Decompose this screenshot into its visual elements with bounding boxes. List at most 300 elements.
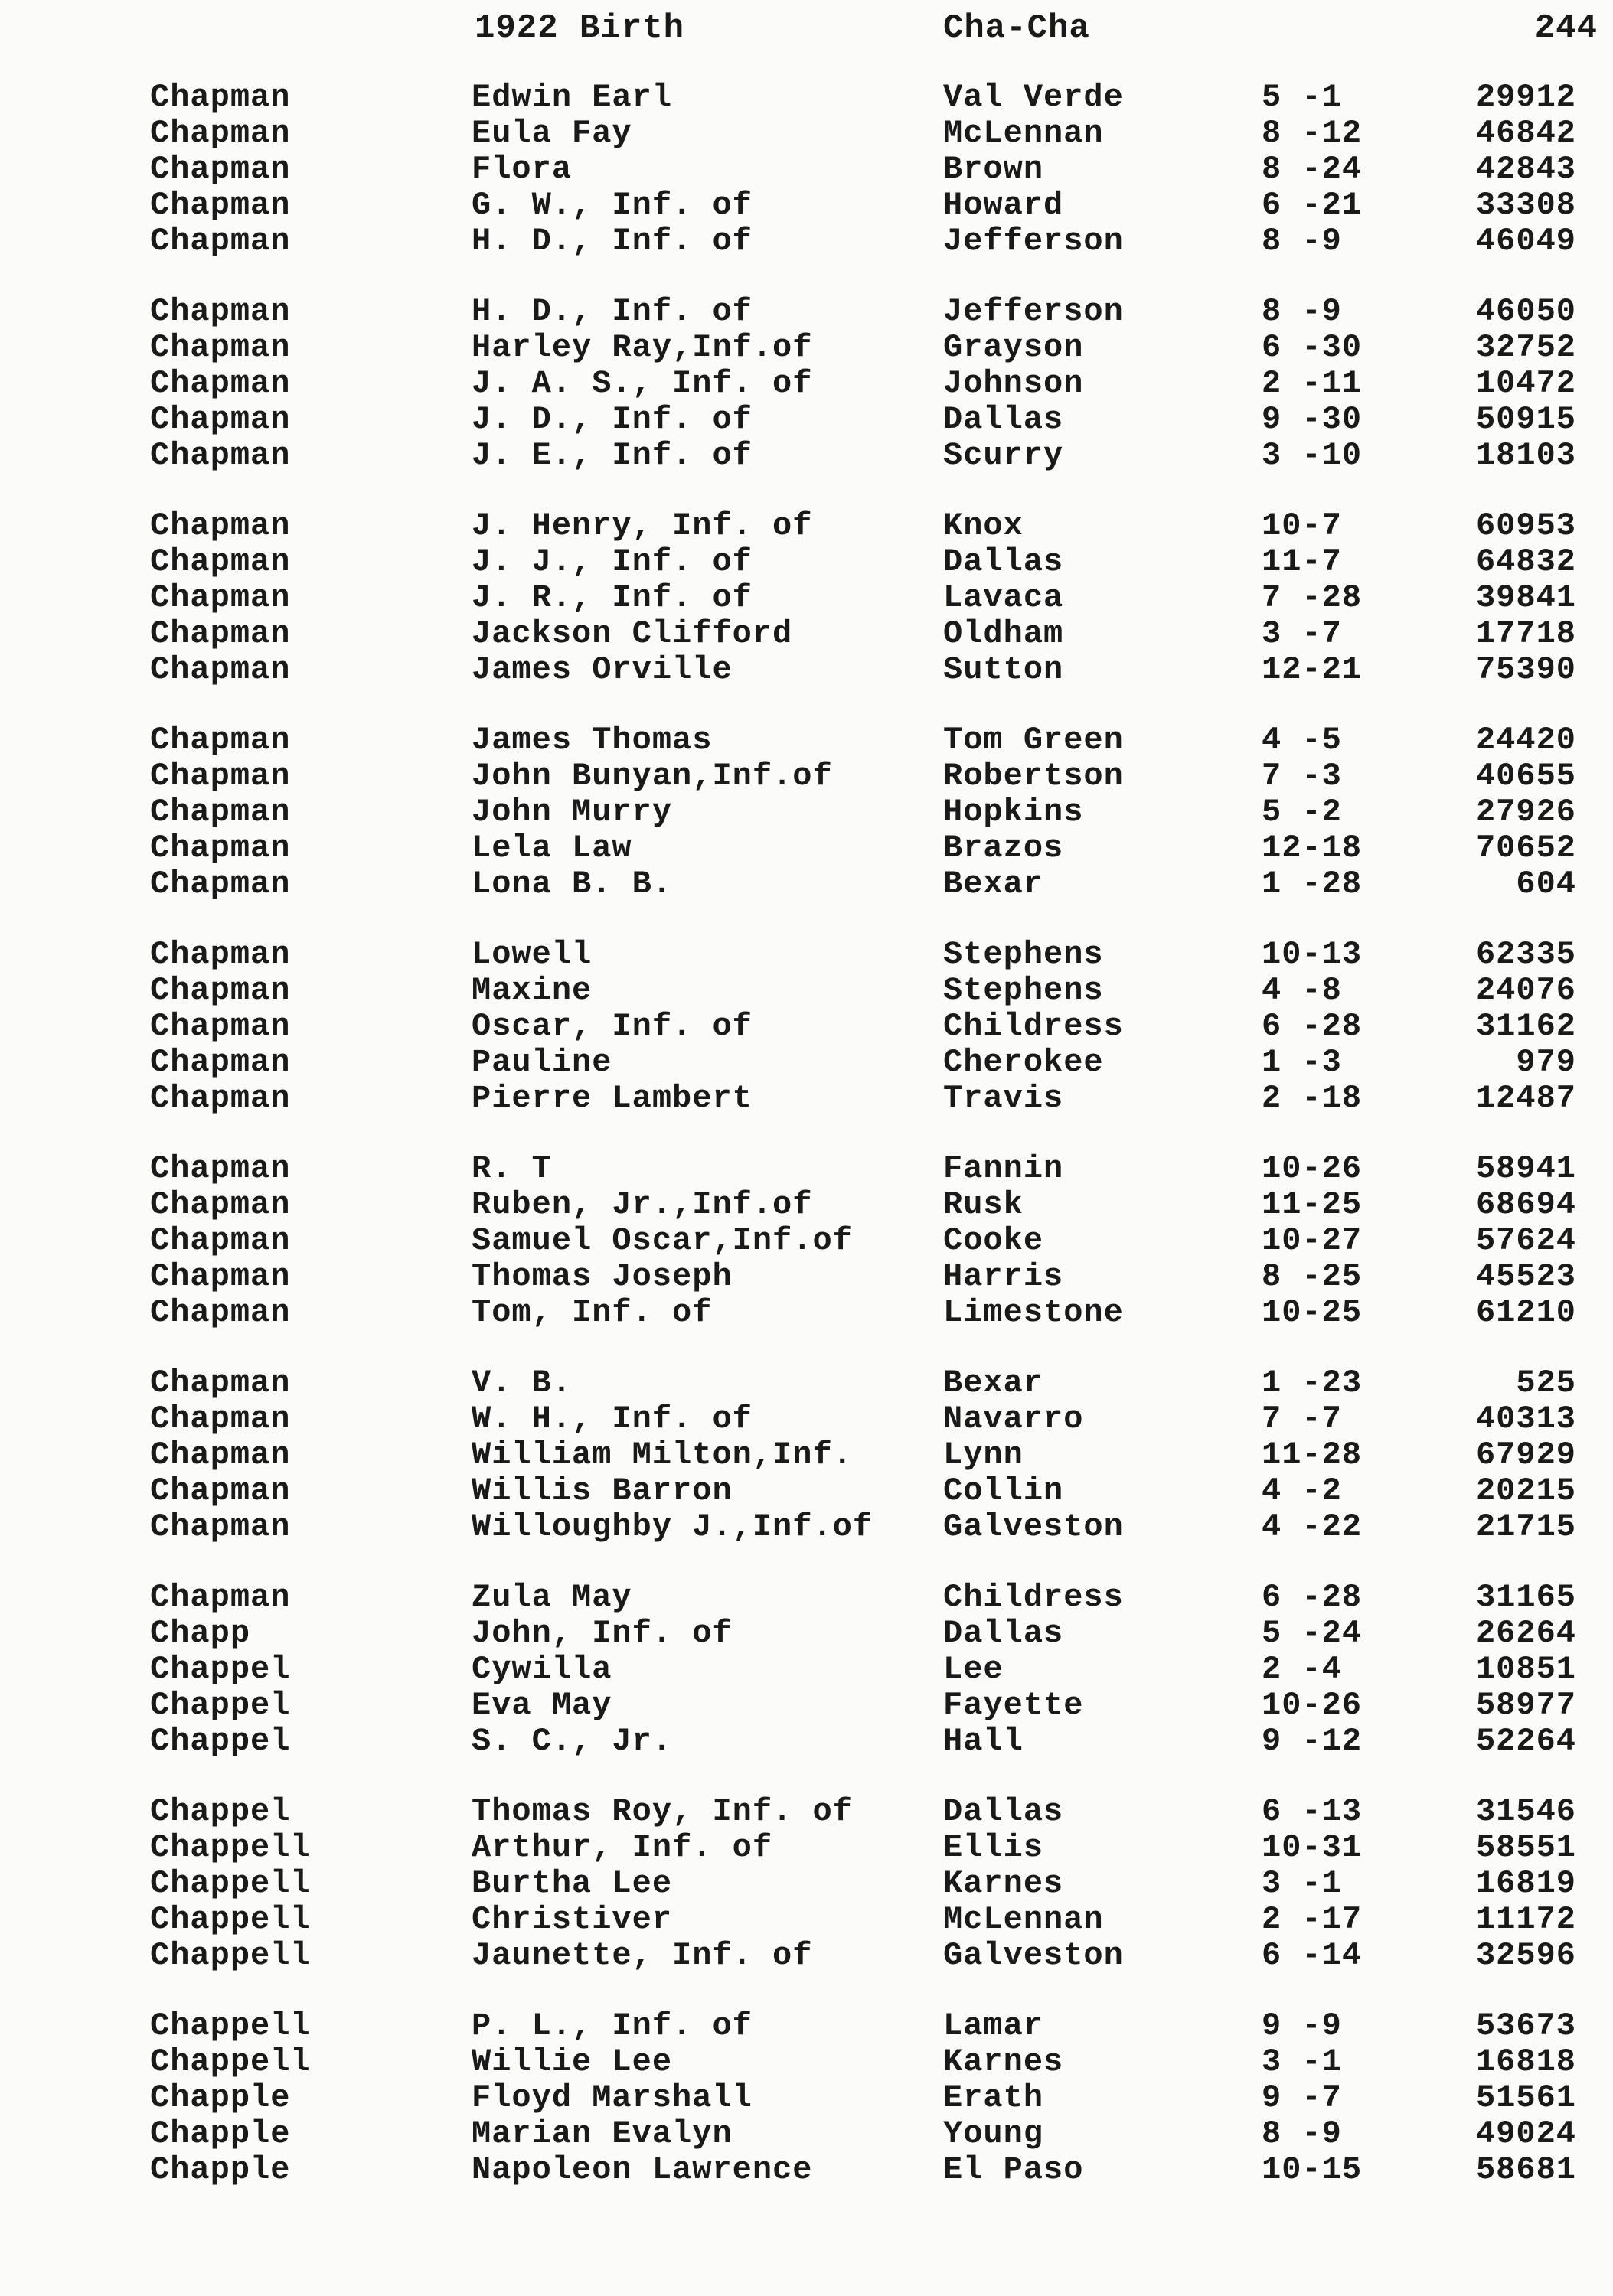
certificate-number-cell: 33308	[1475, 187, 1576, 223]
surname-cell: Chappell	[150, 2043, 311, 2080]
county-cell: Jefferson	[943, 293, 1124, 330]
table-row	[0, 758, 1613, 794]
date-cell: 8 -9	[1262, 293, 1342, 330]
given-name-cell: Edwin Earl	[472, 79, 673, 116]
certificate-number-cell: 46049	[1475, 223, 1576, 259]
certificate-number-cell: 46050	[1475, 293, 1576, 330]
record-group	[0, 80, 1613, 259]
surname-cell: Chapman	[150, 365, 291, 402]
surname-cell: Chapman	[150, 866, 291, 902]
certificate-number-cell: 62335	[1475, 936, 1576, 973]
alpha-range: Cha-Cha	[943, 9, 1090, 47]
given-name-cell: V. B.	[472, 1365, 573, 1401]
certificate-number-cell: 12487	[1475, 1080, 1576, 1117]
surname-cell: Chapman	[150, 1258, 291, 1295]
table-row	[0, 223, 1613, 259]
table-row	[0, 1794, 1613, 1830]
date-cell: 10-31	[1262, 1829, 1363, 1866]
table-row	[0, 294, 1613, 330]
date-cell: 10-7	[1262, 507, 1342, 544]
table-row	[0, 330, 1613, 366]
table-row	[0, 2008, 1613, 2044]
surname-cell: Chapman	[150, 1473, 291, 1509]
record-group	[0, 2008, 1613, 2188]
county-cell: Hall	[943, 1723, 1024, 1760]
table-row	[0, 2152, 1613, 2188]
given-name-cell: Thomas Joseph	[472, 1258, 733, 1295]
certificate-number-cell: 10472	[1475, 365, 1576, 402]
surname-cell: Chapman	[150, 1222, 291, 1259]
certificate-number-cell: 57624	[1475, 1222, 1576, 1259]
certificate-number-cell: 40313	[1475, 1401, 1576, 1437]
certificate-number-cell: 26264	[1475, 1615, 1576, 1652]
date-cell: 11-28	[1262, 1437, 1363, 1473]
date-cell: 12-18	[1262, 830, 1363, 866]
surname-cell: Chapple	[150, 2115, 291, 2152]
table-row	[0, 1401, 1613, 1437]
county-cell: Dallas	[943, 1615, 1064, 1652]
surname-cell: Chapple	[150, 2151, 291, 2188]
table-row	[0, 652, 1613, 688]
given-name-cell: John Bunyan,Inf.of	[472, 758, 833, 794]
surname-cell: Chapman	[150, 1508, 291, 1545]
date-cell: 10-25	[1262, 1294, 1363, 1331]
certificate-number-cell: 50915	[1475, 401, 1576, 438]
surname-cell: Chappel	[150, 1793, 291, 1830]
given-name-cell: Willie Lee	[472, 2043, 673, 2080]
certificate-number-cell: 16818	[1475, 2043, 1576, 2080]
table-row	[0, 1509, 1613, 1545]
county-cell: Childress	[943, 1579, 1124, 1616]
county-cell: Rusk	[943, 1186, 1024, 1223]
date-cell: 10-15	[1262, 2151, 1363, 2188]
certificate-number-cell: 17718	[1475, 615, 1576, 652]
county-cell: Ellis	[943, 1829, 1044, 1866]
county-cell: Stephens	[943, 972, 1104, 1009]
county-cell: Lee	[943, 1651, 1004, 1688]
certificate-number-cell: 39841	[1475, 579, 1576, 616]
given-name-cell: Marian Evalyn	[472, 2115, 733, 2152]
certificate-number-cell: 24076	[1475, 972, 1576, 1009]
table-row	[0, 1045, 1613, 1081]
table-row	[0, 1009, 1613, 1045]
given-name-cell: J. J., Inf. of	[472, 543, 753, 580]
certificate-number-cell: 604	[1516, 866, 1576, 902]
county-cell: Stephens	[943, 936, 1104, 973]
date-cell: 2 -18	[1262, 1080, 1363, 1117]
surname-cell: Chappel	[150, 1651, 291, 1688]
county-cell: Young	[943, 2115, 1044, 2152]
surname-cell: Chapman	[150, 1150, 291, 1187]
given-name-cell: G. W., Inf. of	[472, 187, 753, 223]
surname-cell: Chapp	[150, 1615, 251, 1652]
date-cell: 4 -2	[1262, 1473, 1342, 1509]
given-name-cell: Floyd Marshall	[472, 2079, 753, 2116]
county-cell: McLennan	[943, 115, 1104, 152]
county-cell: Robertson	[943, 758, 1124, 794]
given-name-cell: J. A. S., Inf. of	[472, 365, 813, 402]
surname-cell: Chappell	[150, 1901, 311, 1938]
record-group	[0, 722, 1613, 902]
given-name-cell: Lela Law	[472, 830, 632, 866]
certificate-number-cell: 49024	[1475, 2115, 1576, 2152]
county-cell: Limestone	[943, 1294, 1124, 1331]
county-cell: Dallas	[943, 543, 1064, 580]
date-cell: 8 -24	[1262, 151, 1363, 188]
table-row	[0, 1365, 1613, 1401]
county-cell: Dallas	[943, 401, 1064, 438]
date-cell: 11-25	[1262, 1186, 1363, 1223]
county-cell: Hopkins	[943, 794, 1084, 830]
surname-cell: Chapman	[150, 758, 291, 794]
table-row	[0, 1295, 1613, 1331]
certificate-number-cell: 61210	[1475, 1294, 1576, 1331]
certificate-number-cell: 52264	[1475, 1723, 1576, 1760]
county-cell: Cooke	[943, 1222, 1044, 1259]
table-row	[0, 2080, 1613, 2116]
date-cell: 2 -11	[1262, 365, 1363, 402]
given-name-cell: J. R., Inf. of	[472, 579, 753, 616]
table-row	[0, 937, 1613, 973]
given-name-cell: Willoughby J.,Inf.of	[472, 1508, 873, 1545]
certificate-number-cell: 11172	[1475, 1901, 1576, 1938]
county-cell: Travis	[943, 1080, 1064, 1117]
date-cell: 6 -21	[1262, 187, 1363, 223]
given-name-cell: J. D., Inf. of	[472, 401, 753, 438]
table-row	[0, 580, 1613, 616]
county-cell: El Paso	[943, 2151, 1084, 2188]
surname-cell: Chappell	[150, 1937, 311, 1974]
date-cell: 1 -3	[1262, 1044, 1342, 1081]
given-name-cell: Christiver	[472, 1901, 673, 1938]
surname-cell: Chapman	[150, 1008, 291, 1045]
certificate-number-cell: 10851	[1475, 1651, 1576, 1688]
surname-cell: Chapman	[150, 1294, 291, 1331]
surname-cell: Chapman	[150, 329, 291, 366]
table-row	[0, 438, 1613, 474]
surname-cell: Chapman	[150, 437, 291, 474]
surname-cell: Chapman	[150, 187, 291, 223]
certificate-number-cell: 58977	[1475, 1687, 1576, 1724]
county-cell: McLennan	[943, 1901, 1104, 1938]
surname-cell: Chapman	[150, 794, 291, 830]
table-row	[0, 366, 1613, 402]
given-name-cell: S. C., Jr.	[472, 1723, 673, 1760]
given-name-cell: Jackson Clifford	[472, 615, 793, 652]
date-cell: 10-26	[1262, 1150, 1363, 1187]
table-row	[0, 1616, 1613, 1652]
county-cell: Bexar	[943, 866, 1044, 902]
record-group	[0, 937, 1613, 1117]
surname-cell: Chapman	[150, 722, 291, 758]
date-cell: 12-21	[1262, 651, 1363, 688]
surname-cell: Chapman	[150, 115, 291, 152]
date-cell: 4 -22	[1262, 1508, 1363, 1545]
date-cell: 8 -12	[1262, 115, 1363, 152]
certificate-number-cell: 27926	[1475, 794, 1576, 830]
surname-cell: Chapman	[150, 507, 291, 544]
date-cell: 2 -17	[1262, 1901, 1363, 1938]
county-cell: Erath	[943, 2079, 1044, 2116]
date-cell: 10-26	[1262, 1687, 1363, 1724]
table-row	[0, 1151, 1613, 1187]
surname-cell: Chapman	[150, 543, 291, 580]
given-name-cell: John, Inf. of	[472, 1615, 733, 1652]
certificate-number-cell: 21715	[1475, 1508, 1576, 1545]
given-name-cell: Thomas Roy, Inf. of	[472, 1793, 853, 1830]
certificate-number-cell: 32752	[1475, 329, 1576, 366]
surname-cell: Chapman	[150, 1080, 291, 1117]
county-cell: Jefferson	[943, 223, 1124, 259]
certificate-number-cell: 70652	[1475, 830, 1576, 866]
surname-cell: Chappel	[150, 1687, 291, 1724]
date-cell: 9 -7	[1262, 2079, 1342, 2116]
certificate-number-cell: 24420	[1475, 722, 1576, 758]
county-cell: Oldham	[943, 615, 1064, 652]
given-name-cell: Arthur, Inf. of	[472, 1829, 773, 1866]
date-cell: 8 -25	[1262, 1258, 1363, 1295]
surname-cell: Chapman	[150, 1401, 291, 1437]
table-row	[0, 1866, 1613, 1902]
date-cell: 9 -30	[1262, 401, 1363, 438]
certificate-number-cell: 32596	[1475, 1937, 1576, 1974]
county-cell: Lavaca	[943, 579, 1064, 616]
county-cell: Bexar	[943, 1365, 1044, 1401]
table-row	[0, 116, 1613, 152]
table-row	[0, 1938, 1613, 1974]
table-row	[0, 1688, 1613, 1724]
table-row	[0, 1473, 1613, 1509]
surname-cell: Chappel	[150, 1723, 291, 1760]
table-row	[0, 1652, 1613, 1688]
given-name-cell: Samuel Oscar,Inf.of	[472, 1222, 853, 1259]
date-cell: 7 -28	[1262, 579, 1363, 616]
certificate-number-cell: 67929	[1475, 1437, 1576, 1473]
given-name-cell: William Milton,Inf.	[472, 1437, 853, 1473]
date-cell: 5 -2	[1262, 794, 1342, 830]
given-name-cell: Pauline	[472, 1044, 612, 1081]
surname-cell: Chapman	[150, 1579, 291, 1616]
county-cell: Galveston	[943, 1937, 1124, 1974]
certificate-number-cell: 60953	[1475, 507, 1576, 544]
table-row	[0, 402, 1613, 438]
certificate-number-cell: 979	[1516, 1044, 1576, 1081]
table-row	[0, 973, 1613, 1009]
records-list	[0, 80, 1613, 2223]
surname-cell: Chapman	[150, 1186, 291, 1223]
surname-cell: Chapman	[150, 615, 291, 652]
record-group	[0, 1365, 1613, 1545]
date-cell: 4 -8	[1262, 972, 1342, 1009]
county-cell: Lamar	[943, 2007, 1044, 2044]
table-row	[0, 1724, 1613, 1760]
given-name-cell: H. D., Inf. of	[472, 223, 753, 259]
date-cell: 2 -4	[1262, 1651, 1342, 1688]
surname-cell: Chapman	[150, 936, 291, 973]
certificate-number-cell: 16819	[1475, 1865, 1576, 1902]
table-row	[0, 794, 1613, 830]
record-group	[0, 294, 1613, 474]
table-row	[0, 616, 1613, 652]
surname-cell: Chapman	[150, 579, 291, 616]
table-row	[0, 1187, 1613, 1223]
table-row	[0, 2044, 1613, 2080]
certificate-number-cell: 31165	[1475, 1579, 1576, 1616]
record-group	[0, 1794, 1613, 1974]
surname-cell: Chappell	[150, 1865, 311, 1902]
county-cell: Lynn	[943, 1437, 1024, 1473]
date-cell: 6 -28	[1262, 1579, 1363, 1616]
table-row	[0, 152, 1613, 188]
surname-cell: Chapman	[150, 293, 291, 330]
given-name-cell: Zula May	[472, 1579, 632, 1616]
given-name-cell: Jaunette, Inf. of	[472, 1937, 813, 1974]
certificate-number-cell: 75390	[1475, 651, 1576, 688]
date-cell: 3 -7	[1262, 615, 1342, 652]
certificate-number-cell: 31546	[1475, 1793, 1576, 1830]
county-cell: Brown	[943, 151, 1044, 188]
county-cell: Navarro	[943, 1401, 1084, 1437]
surname-cell: Chapman	[150, 651, 291, 688]
table-row	[0, 80, 1613, 116]
certificate-number-cell: 46842	[1475, 115, 1576, 152]
certificate-number-cell: 58551	[1475, 1829, 1576, 1866]
given-name-cell: H. D., Inf. of	[472, 293, 753, 330]
county-cell: Howard	[943, 187, 1064, 223]
record-group	[0, 1151, 1613, 1331]
surname-cell: Chapman	[150, 151, 291, 188]
given-name-cell: Flora	[472, 151, 573, 188]
date-cell: 1 -23	[1262, 1365, 1363, 1401]
certificate-number-cell: 20215	[1475, 1473, 1576, 1509]
given-name-cell: Cywilla	[472, 1651, 612, 1688]
certificate-number-cell: 45523	[1475, 1258, 1576, 1295]
given-name-cell: W. H., Inf. of	[472, 1401, 753, 1437]
certificate-number-cell: 18103	[1475, 437, 1576, 474]
given-name-cell: J. E., Inf. of	[472, 437, 753, 474]
surname-cell: Chapple	[150, 2079, 291, 2116]
date-cell: 5 -1	[1262, 79, 1342, 116]
county-cell: Dallas	[943, 1793, 1064, 1830]
surname-cell: Chappell	[150, 1829, 311, 1866]
given-name-cell: Oscar, Inf. of	[472, 1008, 753, 1045]
surname-cell: Chapman	[150, 972, 291, 1009]
table-row	[0, 544, 1613, 580]
county-cell: Collin	[943, 1473, 1064, 1509]
county-cell: Val Verde	[943, 79, 1124, 116]
date-cell: 6 -14	[1262, 1937, 1363, 1974]
record-group	[0, 508, 1613, 688]
certificate-number-cell: 58941	[1475, 1150, 1576, 1187]
date-cell: 6 -30	[1262, 329, 1363, 366]
page-title: 1922 Birth	[475, 9, 685, 47]
date-cell: 1 -28	[1262, 866, 1363, 902]
date-cell: 8 -9	[1262, 223, 1342, 259]
surname-cell: Chapman	[150, 1365, 291, 1401]
certificate-number-cell: 42843	[1475, 151, 1576, 188]
given-name-cell: Maxine	[472, 972, 593, 1009]
table-row	[0, 866, 1613, 902]
table-row	[0, 188, 1613, 223]
surname-cell: Chappell	[150, 2007, 311, 2044]
given-name-cell: Tom, Inf. of	[472, 1294, 713, 1331]
given-name-cell: John Murry	[472, 794, 673, 830]
date-cell: 5 -24	[1262, 1615, 1363, 1652]
given-name-cell: Harley Ray,Inf.of	[472, 329, 813, 366]
date-cell: 8 -9	[1262, 2115, 1342, 2152]
date-cell: 7 -3	[1262, 758, 1342, 794]
county-cell: Knox	[943, 507, 1024, 544]
date-cell: 6 -28	[1262, 1008, 1363, 1045]
table-row	[0, 1580, 1613, 1616]
county-cell: Fayette	[943, 1687, 1084, 1724]
certificate-number-cell: 53673	[1475, 2007, 1576, 2044]
county-cell: Johnson	[943, 365, 1084, 402]
county-cell: Grayson	[943, 329, 1084, 366]
county-cell: Galveston	[943, 1508, 1124, 1545]
given-name-cell: Eula Fay	[472, 115, 632, 152]
date-cell: 3 -1	[1262, 2043, 1342, 2080]
given-name-cell: Eva May	[472, 1687, 612, 1724]
page-number: 244	[1534, 9, 1598, 47]
given-name-cell: Pierre Lambert	[472, 1080, 753, 1117]
table-row	[0, 2116, 1613, 2152]
date-cell: 3 -10	[1262, 437, 1363, 474]
certificate-number-cell: 29912	[1475, 79, 1576, 116]
date-cell: 6 -13	[1262, 1793, 1363, 1830]
county-cell: Cherokee	[943, 1044, 1104, 1081]
given-name-cell: Willis Barron	[472, 1473, 733, 1509]
date-cell: 3 -1	[1262, 1865, 1342, 1902]
certificate-number-cell: 68694	[1475, 1186, 1576, 1223]
county-cell: Harris	[943, 1258, 1064, 1295]
table-row	[0, 508, 1613, 544]
surname-cell: Chapman	[150, 79, 291, 116]
certificate-number-cell: 525	[1516, 1365, 1576, 1401]
table-row	[0, 1081, 1613, 1117]
table-row	[0, 722, 1613, 758]
date-cell: 10-27	[1262, 1222, 1363, 1259]
record-group	[0, 1580, 1613, 1760]
table-row	[0, 830, 1613, 866]
table-row	[0, 1902, 1613, 1938]
date-cell: 4 -5	[1262, 722, 1342, 758]
table-row	[0, 1830, 1613, 1866]
surname-cell: Chapman	[150, 223, 291, 259]
certificate-number-cell: 58681	[1475, 2151, 1576, 2188]
surname-cell: Chapman	[150, 830, 291, 866]
county-cell: Scurry	[943, 437, 1064, 474]
given-name-cell: James Orville	[472, 651, 733, 688]
county-cell: Sutton	[943, 651, 1064, 688]
county-cell: Tom Green	[943, 722, 1124, 758]
given-name-cell: Ruben, Jr.,Inf.of	[472, 1186, 813, 1223]
date-cell: 9 -9	[1262, 2007, 1342, 2044]
certificate-number-cell: 40655	[1475, 758, 1576, 794]
county-cell: Karnes	[943, 2043, 1064, 2080]
given-name-cell: Lona B. B.	[472, 866, 673, 902]
table-row	[0, 1259, 1613, 1295]
date-cell: 9 -12	[1262, 1723, 1363, 1760]
date-cell: 7 -7	[1262, 1401, 1342, 1437]
table-row	[0, 1437, 1613, 1473]
given-name-cell: R. T	[472, 1150, 552, 1187]
table-row	[0, 1223, 1613, 1259]
county-cell: Childress	[943, 1008, 1124, 1045]
given-name-cell: Lowell	[472, 936, 593, 973]
certificate-number-cell: 64832	[1475, 543, 1576, 580]
given-name-cell: Burtha Lee	[472, 1865, 673, 1902]
